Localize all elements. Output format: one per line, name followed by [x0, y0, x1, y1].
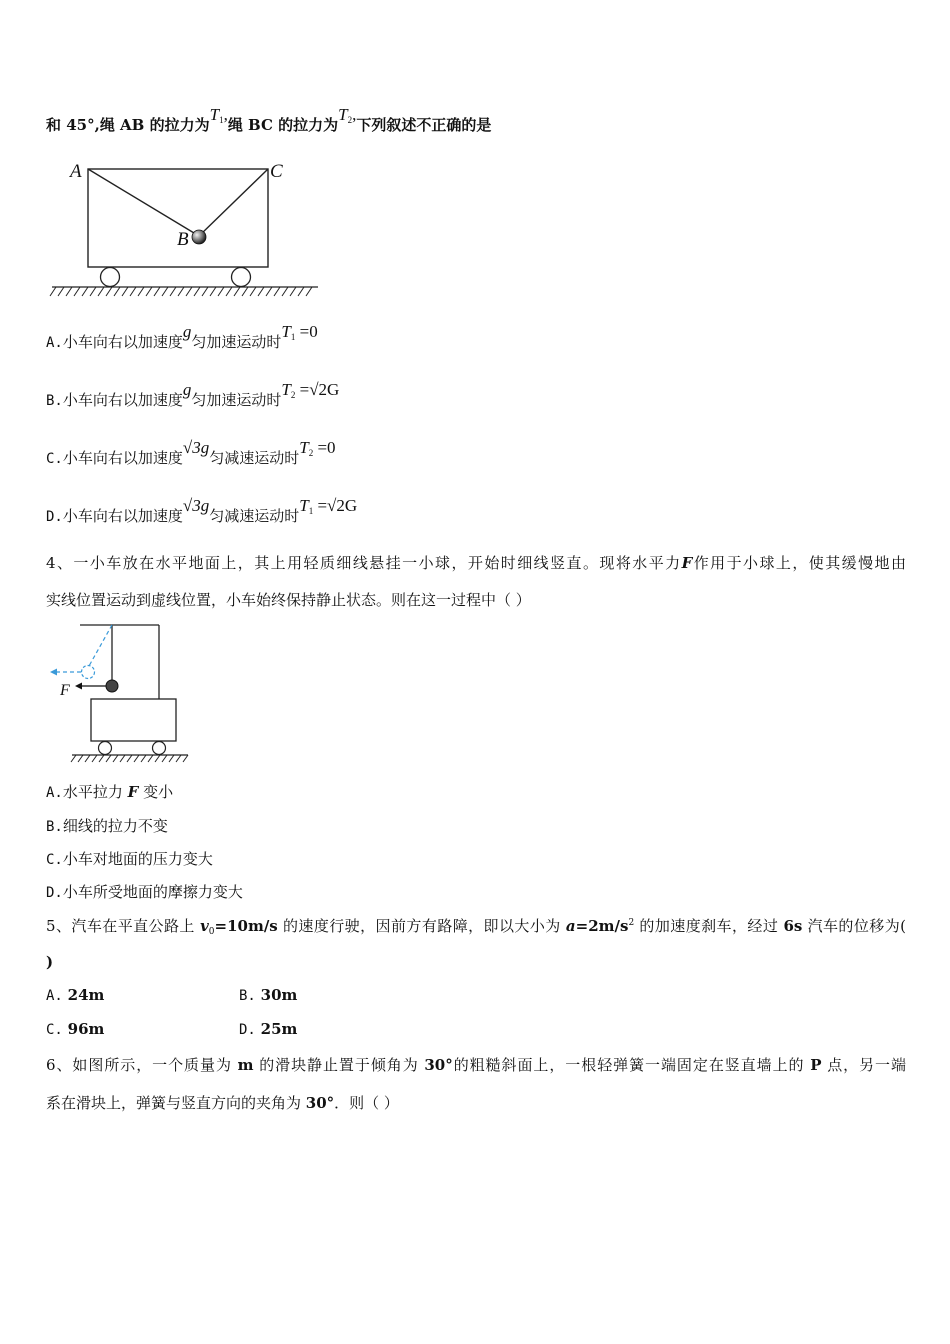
- wheel-right: [232, 268, 251, 287]
- q3-stem: [46, 105, 492, 135]
- q6-stem-line2: 系在滑块上，弹簧与竖直方向的夹角为 30°．则（ ）: [46, 1094, 399, 1112]
- q4-cart-figure: [46, 620, 196, 768]
- q3-option-b[interactable]: B.小车向右以加速度g匀加速运动时$T_2 =√2G$: [46, 380, 340, 409]
- q3-option-a[interactable]: A.小车向右以加速度g匀加速运动时$T_1 =0$: [46, 322, 318, 351]
- label-c: C: [270, 161, 283, 182]
- cart-frame: [88, 169, 268, 267]
- ball-solid: [106, 680, 118, 692]
- q6-stem-line1: 6、如图所示，一个质量为 m 的滑块静止置于倾角为 30°的粗糙斜面上，一根轻弹簧一端固定在竖直墙上的 P 点，另一端: [46, 1056, 906, 1074]
- q5-option-d[interactable]: D. 25m: [239, 1020, 298, 1038]
- wheel-left: [101, 268, 120, 287]
- q4-option-c[interactable]: C.小车对地面的压力变大: [46, 850, 213, 868]
- q4-option-b[interactable]: B.细线的拉力不变: [46, 817, 168, 835]
- q4-stem-line2: 实线位置运动到虚线位置，小车始终保持静止状态。则在这一过程中（ ）: [46, 591, 531, 609]
- ground-hatch: [71, 755, 188, 762]
- ball-dashed: [82, 666, 95, 679]
- q3-cart-figure: [46, 155, 326, 300]
- q4-stem-line1: 4、一小车放在水平地面上，其上用轻质细线悬挂一小球，开始时细线竖直。现将水平力F作用于小球上，使其缓慢地由: [46, 554, 906, 572]
- q3-t2-symbol: $T_2$,: [338, 105, 357, 125]
- q3-option-d[interactable]: D.小车向右以加速度√3g匀减速运动时$T_1 =√2G$: [46, 496, 358, 525]
- q3-option-c[interactable]: C.小车向右以加速度√3g匀减速运动时$T_2 =0$: [46, 438, 336, 467]
- q3-stem-pre: 和 45°,绳 AB 的拉力为: [46, 116, 210, 134]
- q4-option-d[interactable]: D.小车所受地面的摩擦力变大: [46, 883, 243, 901]
- force-arrowhead: [75, 683, 82, 690]
- label-f: F: [60, 682, 70, 699]
- q5-stem-line2: ): [46, 953, 54, 971]
- string-dashed: [89, 625, 112, 666]
- q5-option-a[interactable]: A. 24m: [46, 986, 105, 1004]
- q5-stem-line1: 5、汽车在平直公路上 $v_0=10m/s$ 的速度行驶，因前方有路障，即以大小为 $a=2m/s^2$ 的加速度刹车，经过 6s 汽车的位移为(: [46, 917, 907, 937]
- q5-option-c[interactable]: C. 96m: [46, 1020, 105, 1038]
- ground-hatch: [50, 287, 312, 296]
- q3-t1-symbol: $T_1$,: [209, 105, 228, 125]
- ball: [192, 230, 206, 244]
- label-a: A: [70, 161, 82, 182]
- label-b: B: [177, 229, 189, 250]
- rope-bc: [199, 169, 268, 236]
- wheel-left: [99, 742, 112, 755]
- rope-ab: [88, 169, 199, 236]
- force-dashed-arrowhead: [50, 669, 57, 676]
- q3-stem-post: 下列叙述不正确的是: [356, 116, 492, 134]
- wheel-right: [153, 742, 166, 755]
- q4-option-a[interactable]: A.水平拉力 F 变小: [46, 783, 174, 801]
- q3-stem-mid: 绳 BC 的拉力为: [227, 116, 339, 134]
- q5-option-b[interactable]: B. 30m: [239, 986, 298, 1004]
- cart-body: [91, 699, 176, 741]
